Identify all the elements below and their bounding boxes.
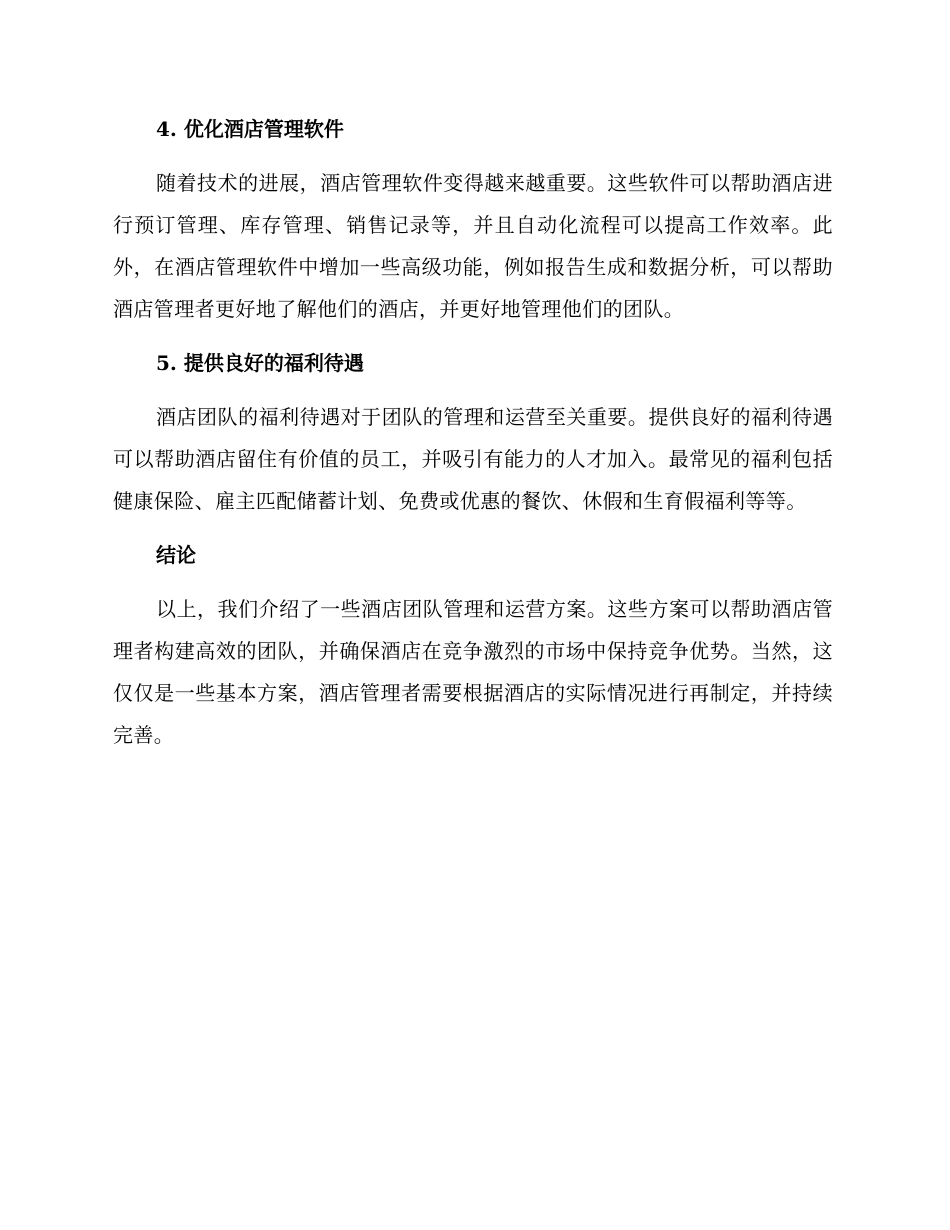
section-paragraph-software: 随着技术的进展，酒店管理软件变得越来越重要。这些软件可以帮助酒店进行预订管理、库存管理、销售记录等，并且自动化流程可以提高工作效率。此外，在酒店管理软件中增加一些高级功能，例如报告生成和数据分析，可以帮助酒店管理者更好地了解他们的酒店，并更好地管理他们的团队。 [113,171,833,321]
section-heading-benefits: 5. 提供良好的福利待遇 [156,351,364,375]
section-paragraph-benefits: 酒店团队的福利待遇对于团队的管理和运营至关重要。提供良好的福利待遇可以帮助酒店留住有价值的员工，并吸引有能力的人才加入。最常见的福利包括健康保险、雇主匹配储蓄计划、免费或优惠的餐饮、休假和生育假福利等等。 [113,405,833,513]
document-body [113,108,833,756]
section-paragraph-conclusion: 以上，我们介绍了一些酒店团队管理和运营方案。这些方案可以帮助酒店管理者构建高效的团队，并确保酒店在竞争激烈的市场中保持竞争优势。当然，这仅仅是一些基本方案，酒店管理者需要根据酒店的实际情况进行再制定，并持续完善。 [113,597,833,747]
section-heading-conclusion: 结论 [156,543,196,567]
section-heading-software: 4. 优化酒店管理软件 [156,117,344,141]
